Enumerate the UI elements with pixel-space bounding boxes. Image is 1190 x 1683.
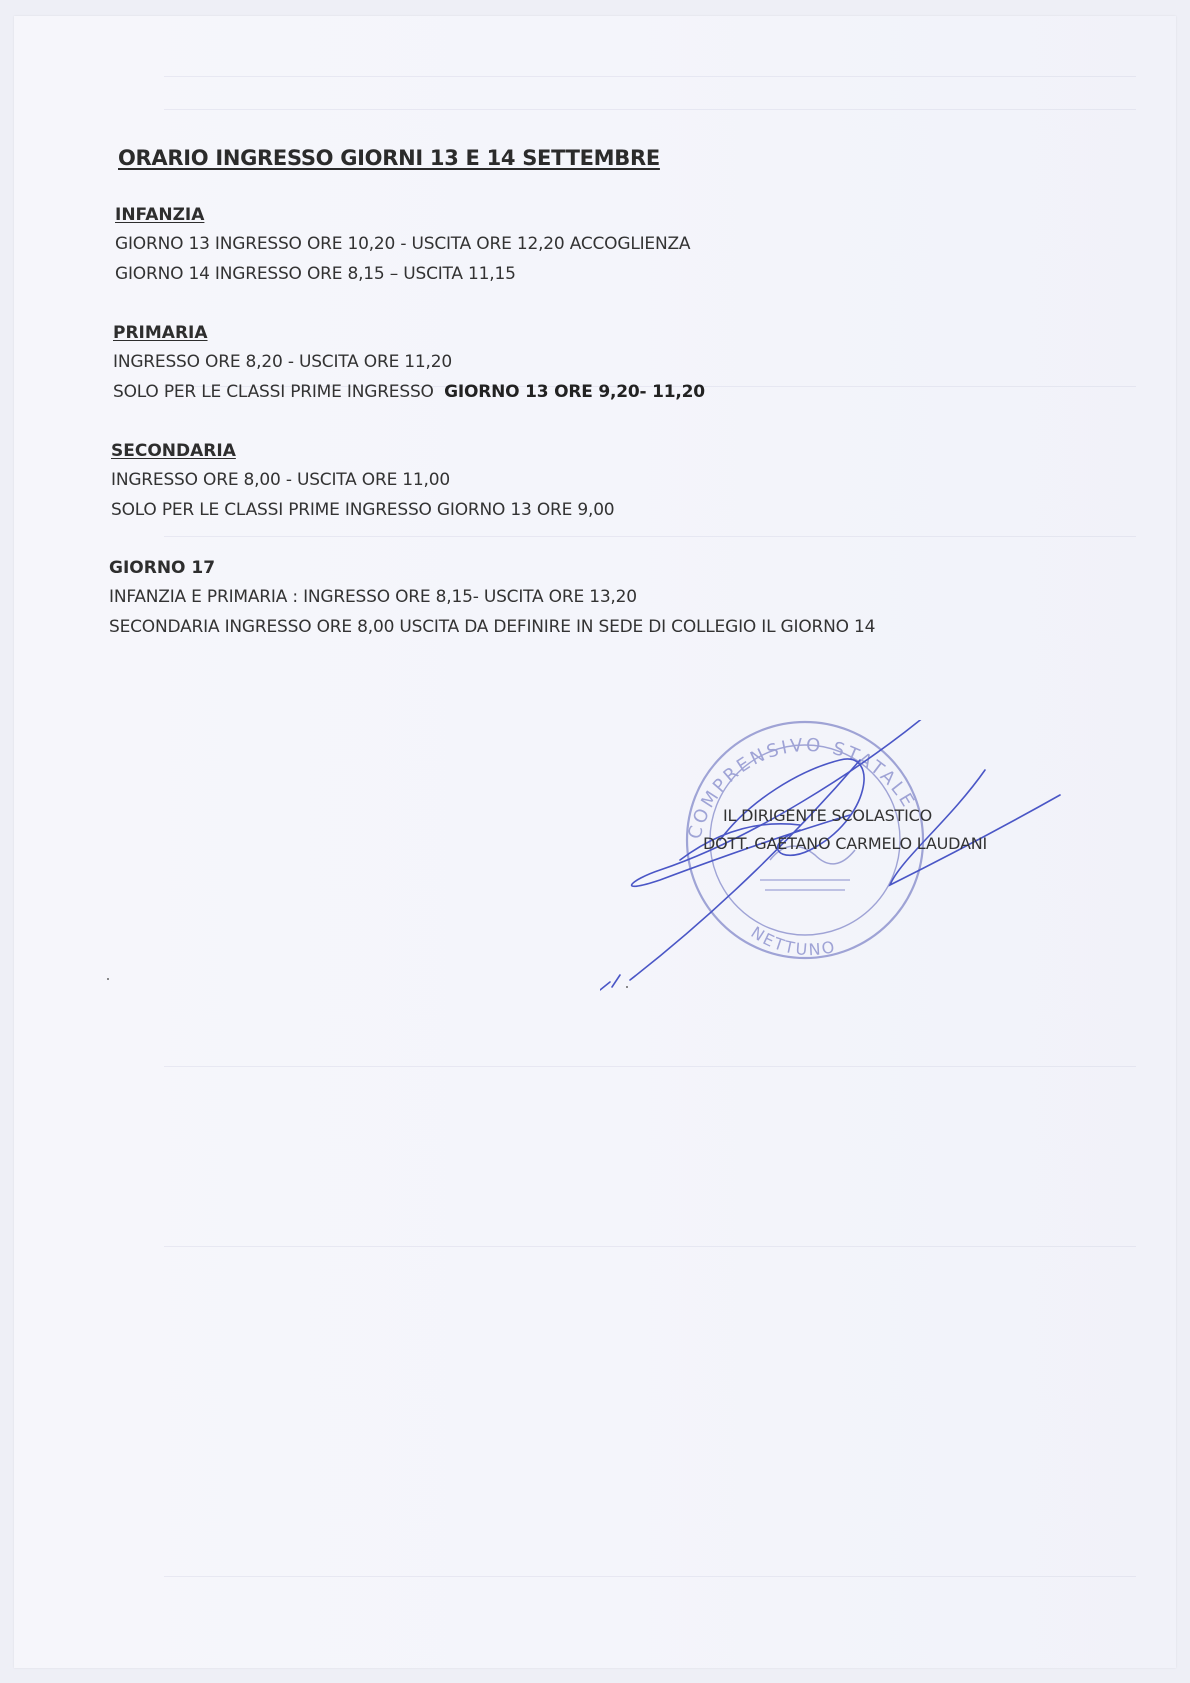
section-heading: GIORNO 17	[109, 558, 216, 578]
schedule-line-mixed	[113, 377, 1190, 407]
schedule-line: INFANZIA E PRIMARIA : INGRESSO ORE 8,15- USCITA ORE 13,20	[109, 587, 637, 607]
schedule-line-text: SOLO PER LE CLASSI PRIME INGRESSO	[113, 382, 445, 402]
document-title: ORARIO INGRESSO GIORNI 13 E 14 SETTEMBRE	[118, 146, 660, 170]
scan-speck	[107, 978, 109, 980]
schedule-line: SECONDARIA INGRESSO ORE 8,00 USCITA DA DEFINIRE IN SEDE DI COLLEGIO IL GIORNO 14	[109, 617, 876, 637]
stamp-bottom-text: NETTUNO	[747, 922, 838, 960]
svg-text:NETTUNO	[748, 923, 838, 960]
stamp-top-text: COMPRENSIVO STATALE	[684, 734, 920, 842]
schedule-line: INGRESSO ORE 8,20 - USCITA ORE 11,20	[113, 352, 452, 372]
signatory-name: DOTT. GAETANO CARMELO LAUDANI	[703, 834, 988, 853]
section-primaria	[113, 319, 1190, 407]
school-stamp-and-signature	[600, 720, 1120, 1020]
section-infanzia	[115, 201, 1190, 289]
schedule-line: INGRESSO ORE 8,00 - USCITA ORE 11,00	[111, 470, 450, 490]
schedule-line-bold: GIORNO 13 ORE 9,20- 11,20	[444, 382, 705, 402]
section-heading: INFANZIA	[115, 205, 205, 225]
section-secondaria	[111, 437, 1190, 525]
section-heading: SECONDARIA	[111, 441, 236, 461]
schedule-line: SOLO PER LE CLASSI PRIME INGRESSO GIORNO 13 ORE 9,00	[111, 500, 615, 520]
schedule-line: GIORNO 14 INGRESSO ORE 8,15 – USCITA 11,15	[115, 264, 516, 284]
section-giorno-17	[109, 554, 1190, 642]
section-heading: PRIMARIA	[113, 323, 208, 343]
scan-speck	[626, 986, 628, 988]
schedule-line: GIORNO 13 INGRESSO ORE 10,20 - USCITA ORE 12,20 ACCOGLIENZA	[115, 234, 691, 254]
signatory-role: IL DIRIGENTE SCOLASTICO	[723, 806, 933, 825]
